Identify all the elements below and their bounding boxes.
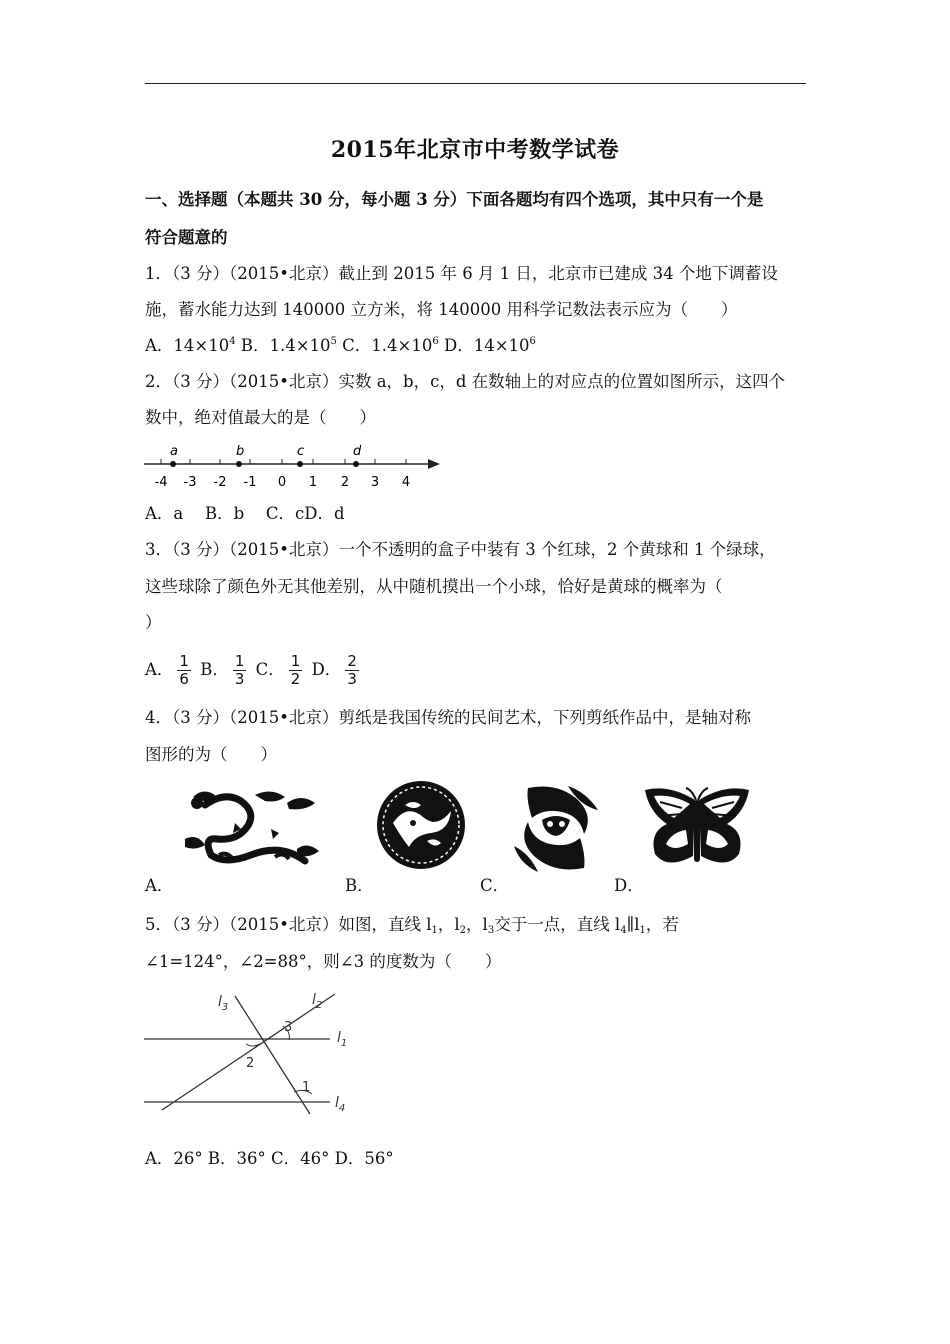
q1-line1: 1．（3 分）（2015•北京）截止到 2015 年 6 月 1 日，北京市已建成 34 个地下调蓄设 (145, 264, 778, 283)
q5-sub: 1 (431, 925, 438, 936)
label-angle-1: 1 (302, 1080, 311, 1095)
q1-option-a: A．14×10 (145, 336, 230, 355)
point-d (353, 461, 359, 467)
q4-line2: 图形的为（ ） (145, 745, 277, 764)
q3-line2: 这些球除了颜色外无其他差别，从中随机摸出一个小球，恰好是黄球的概率为（ (145, 577, 723, 596)
parallel-lines-figure (140, 988, 370, 1118)
q1-option-c: C．1.4×10 (342, 336, 433, 355)
q3-option-b-fraction: $\frac{1}{3}$ (234, 652, 245, 688)
q5-line1 (145, 914, 679, 936)
q5-text: ，l (466, 915, 488, 934)
tick-label: 0 (277, 475, 287, 490)
q4-option-b-label: B． (345, 876, 374, 895)
q5-sub: 1 (639, 925, 646, 936)
q3-option-a-label: A． (145, 660, 174, 679)
q2-line2: 数中，绝对值最大的是（ ） (145, 408, 376, 427)
q3-line1: 3．（3 分）（2015•北京）一个不透明的盒子中装有 3 个红球，2 个黄球和 1 个绿球， (145, 540, 776, 559)
q1-option-d: D．14×10 (443, 336, 530, 355)
q5-text: ，若 (645, 915, 679, 934)
label-a: a (170, 444, 178, 459)
q1-option-c-exp: 6 (432, 336, 439, 347)
tick-label: -3 (183, 475, 197, 490)
point-a (170, 461, 176, 467)
point-b (236, 461, 242, 467)
label-c: c (297, 444, 305, 459)
q4-option-c-label: C． (480, 876, 510, 895)
label-l1: $l_1$ (337, 1030, 348, 1049)
q3-option-c-fraction: $\frac{1}{2}$ (290, 652, 301, 688)
label-l2: $l_2$ (312, 992, 323, 1011)
label-angle-2: 2 (246, 1056, 255, 1071)
q1-options (145, 335, 536, 357)
label-angle-3: 3 (284, 1020, 293, 1035)
label-d: d (353, 444, 362, 459)
q5-sub: 3 (487, 925, 495, 936)
q4-option-a-label: A． (145, 876, 174, 895)
q5-text: 交于一点，直线 l (494, 915, 621, 934)
q5-options: A．26° B．36° C．46° D．56° (145, 1149, 394, 1168)
header-rule (145, 83, 806, 84)
number-line-figure (140, 438, 450, 493)
tick-label: -1 (243, 475, 257, 490)
tick-label: -2 (213, 475, 227, 490)
line-l3 (235, 996, 310, 1114)
number-line-arrow (428, 459, 440, 469)
butterfly-papercut-image (642, 786, 752, 874)
q3-option-d-label: D． (311, 660, 342, 679)
q3-option-a-fraction: $\frac{1}{6}$ (179, 652, 189, 688)
q5-sub: 2 (459, 925, 467, 936)
q5-line2: ∠1=124°，∠2=88°，则∠3 的度数为（ ） (145, 952, 502, 971)
q3-option-d-fraction: $\frac{2}{3}$ (347, 652, 357, 688)
fish-papercut-image (508, 780, 604, 876)
q2-line1: 2．（3 分）（2015•北京）实数 a，b，c，d 在数轴上的对应点的位置如图所示，这四个 (145, 372, 786, 391)
q5-text: ，l (437, 915, 460, 934)
tick-label: 3 (370, 475, 380, 490)
q3-options (145, 650, 363, 690)
label-l4: $l_4$ (335, 1095, 346, 1114)
label-l3: $l_3$ (218, 994, 229, 1013)
q1-option-a-exp: 4 (229, 336, 236, 347)
tick-labels (155, 475, 411, 490)
q1-option-b-exp: 5 (330, 336, 337, 347)
section-heading-line2: 符合题意的 (145, 228, 228, 247)
q1-line2: 施，蓄水能力达到 140000 立方米，将 140000 用科学记数法表示应为（ ） (145, 300, 738, 319)
tick-label: 1 (308, 475, 318, 490)
round-papercut-image (375, 779, 467, 871)
q5-text: ∥l (626, 915, 640, 934)
section-heading-line1: 一、选择题（本题共 30 分，每小题 3 分）下面各题均有四个选项，其中只有一个是 (145, 190, 764, 209)
q5-sub: 4 (620, 925, 627, 936)
q4-line1: 4．（3 分）（2015•北京）剪纸是我国传统的民间艺术，下列剪纸作品中，是轴对称 (145, 708, 751, 727)
page-title: 2015年北京市中考数学试卷 (330, 137, 620, 163)
q3-option-c-label: C． (255, 660, 285, 679)
tick-label: 2 (340, 475, 350, 490)
q1-option-b: B．1.4×10 (240, 336, 331, 355)
q2-options: A．a B．b C．cD．d (145, 504, 345, 523)
tick-label: 4 (401, 475, 411, 490)
dragon-papercut-image (175, 785, 325, 867)
q5-text: 5．（3 分）（2015•北京）如图，直线 l (145, 915, 432, 934)
q1-option-d-exp: 6 (529, 336, 536, 347)
label-b: b (236, 444, 245, 459)
q3-line3: ） (145, 613, 162, 632)
tick-label: -4 (154, 475, 168, 490)
point-c (297, 461, 303, 467)
q3-option-b-label: B． (200, 660, 229, 679)
q4-option-d-label: D． (614, 876, 644, 895)
